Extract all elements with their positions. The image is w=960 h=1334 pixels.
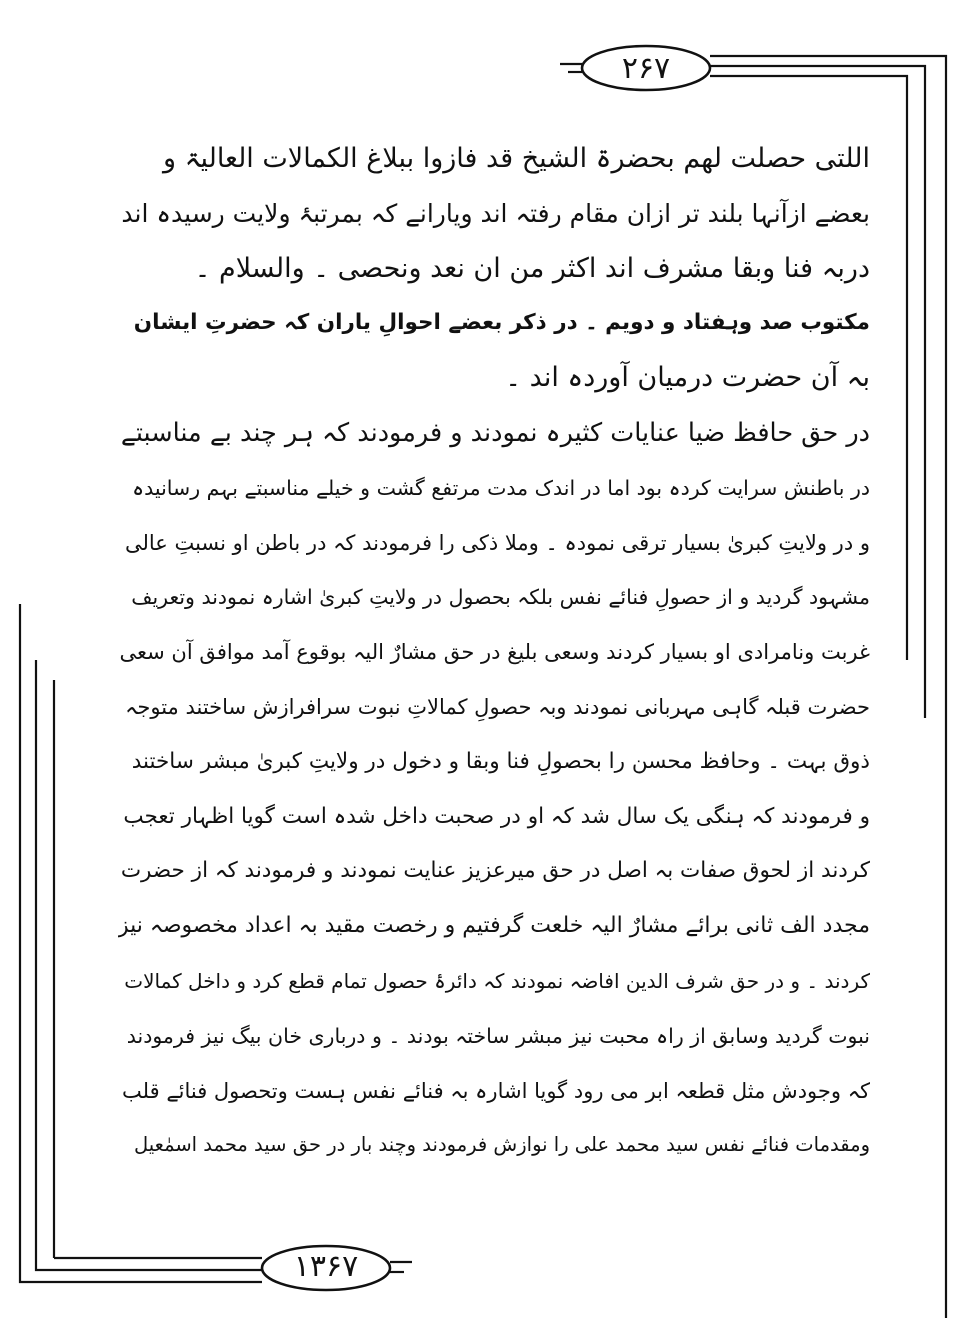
body-text (118, 132, 870, 1173)
text-line: دربہ فنا وبقا مشرف اند اکثر من ان نعد ونحصی ۔ والسلام ۔ (194, 252, 870, 284)
text-line: مشہود گردید و از حصولِ فنائے نفس بلکہ بحصول در ولایتِ کبریٰ اشارہ نمودند وتعریف (131, 585, 870, 610)
text-line: ومقدمات فنائے نفس سید محمد علی را نوازش فرمودند وچند بار در حق سید محمد اسمٰعیل (134, 1133, 870, 1157)
text-line: و در ولایتِ کبریٰ بسیار ترقی نمودہ ۔ وملا ذکی را فرمودند کہ در باطن او نسبتِ عالی (124, 530, 870, 555)
text-line: کردند از لحوق صفات بہ اصل در حق میرعزیز عنایت نمودند و فرمودند کہ از حضرت (120, 858, 870, 884)
letter-heading: مکتوب صد وہفتاد و دویم ۔ در ذکر بعضے احوالِ یاران کہ حضرتِ ایشان (133, 310, 870, 336)
text-line: اللتی حصلت لھم بحضرۃ الشیخ قد فازوا ببلاغ الکمالات العالیۃ و (163, 143, 870, 174)
text-line: نبوت گردید وسابق از راہ محبت نیز مبشر ساختہ بودند ۔ و درباری خان بیگ نیز فرمودند (126, 1023, 870, 1048)
text-line: غربت ونامرادی او بسیار کردند وسعی بلیغ در حق مشارٌ الیہ بوقوع آمد موافق آن سعی (119, 640, 870, 665)
text-line: در باطنش سرایت کردہ بود اما در اندک مدت مرتفع گشت و خیلے مناسبتے بہم رسانیدہ (132, 475, 870, 500)
text-line: ذوق بہت ۔ وحافظ محسن را بحصولِ فنا وبقا و دخول در ولایتِ کبریٰ مبشر ساختند (131, 748, 870, 774)
text-line: بعضے ازآنہا بلند تر ازان مقام رفتہ اند ویارانے کہ بمرتبۂ ولایت رسیدہ اند (121, 198, 870, 228)
page-number-top: ۲۶۷ (621, 51, 671, 86)
text-line: بہ آن حضرت درمیان آوردہ اند ۔ (505, 362, 870, 394)
text-line: کہ وجودش مثل قطعہ ابر می رود گویا اشارہ بہ فنائے نفس ہست وتحصول فنائے قلب (122, 1078, 870, 1103)
text-line: حضرت قبلہ گاہی مہربانی نمودند وبہ حصولِ کمالاتِ نبوت سرافرازش ساختند متوجہ (125, 694, 870, 719)
text-line: کردند ۔ و در حق شرف الدین افاضہ نمودند کہ دائرۂ حصول تمام قطع کرد و داخل کمالات (124, 968, 870, 993)
page-number-bottom: ۱۳۶۷ (293, 1249, 359, 1284)
text-line: و فرمودند کہ ہنگی یک سال شد کہ او در صحبت داخل شدہ است گویا اظہار تعجب (123, 803, 870, 829)
text-line: در حق حافظ ضیا عنایات کثیرہ نمودند و فرمودند کہ ہر چند بے مناسبتے (120, 417, 870, 448)
text-line: مجدد الف ثانی برائے مشارٌ الیہ خلعت گرفتیم و رخصت مقید بہ اعداد مخصوصہ نیز (118, 913, 870, 939)
